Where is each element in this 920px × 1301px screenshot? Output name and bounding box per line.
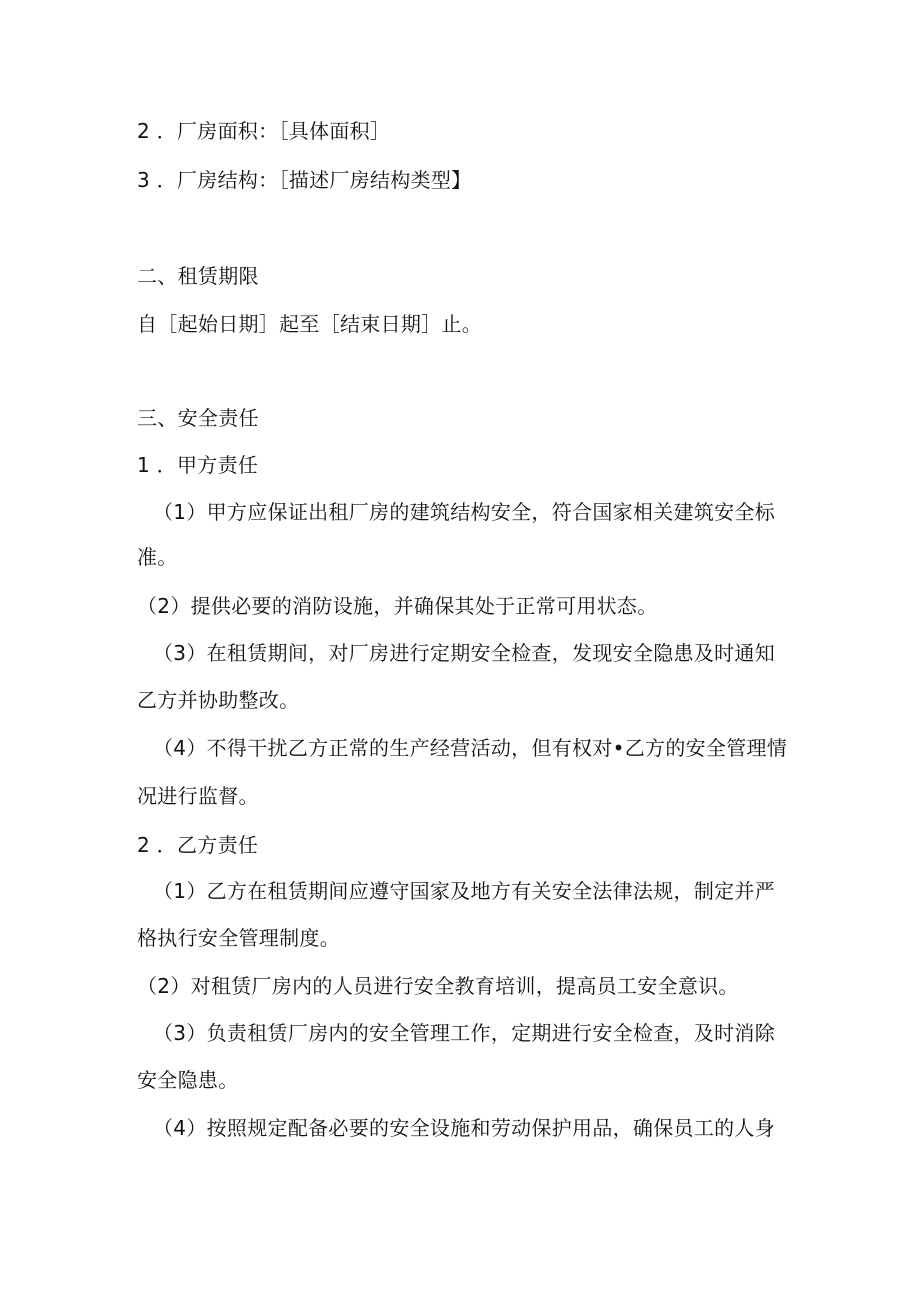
heading-lease-term: 二、租赁期限 [137, 264, 259, 288]
party-b-clause-1: （1）乙方在租赁期间应遵守国家及地方有关安全法律法规，制定并严 [153, 879, 776, 903]
party-b-clause-1-cont: 格执行安全管理制度。 [137, 926, 340, 950]
lease-term-text: 自［起始日期］起至［结束日期］止。 [137, 312, 483, 336]
party-b-clause-3: （3）负责租赁厂房内的安全管理工作，定期进行安全检查，及时消除 [153, 1021, 776, 1045]
party-a-clause-3: （3）在租赁期间，对厂房进行定期安全检查，发现安全隐患及时通知 [153, 641, 776, 665]
item-structure: 3 ．厂房结构：［描述厂房结构类型】 [137, 168, 472, 192]
party-a-clause-2: （2）提供必要的消防设施，并确保其处于正常可用状态。 [137, 594, 658, 618]
party-b-clause-2: （2）对租赁厂房内的人员进行安全教育培训，提高员工安全意识。 [137, 974, 739, 998]
party-b-heading: 2 ．乙方责任 [137, 833, 259, 857]
party-a-clause-1-cont: 准。 [137, 545, 178, 569]
party-a-heading: 1 ．甲方责任 [137, 453, 259, 477]
party-a-clause-3-cont: 乙方并协助整改。 [137, 688, 300, 712]
party-a-clause-1: （1）甲方应保证出租厂房的建筑结构安全，符合国家相关建筑安全标 [153, 500, 776, 524]
party-b-clause-3-cont: 安全隐患。 [137, 1068, 239, 1092]
party-b-clause-4: （4）按照规定配备必要的安全设施和劳动保护用品，确保员工的人身 [153, 1116, 776, 1140]
party-a-clause-4: （4）不得干扰乙方正常的生产经营活动，但有权对•乙方的安全管理情 [153, 736, 788, 760]
item-area: 2 ．厂房面积：［具体面积］ [137, 119, 391, 143]
heading-safety: 三、安全责任 [137, 406, 259, 430]
party-a-clause-4-cont: 况进行监督。 [137, 784, 259, 808]
